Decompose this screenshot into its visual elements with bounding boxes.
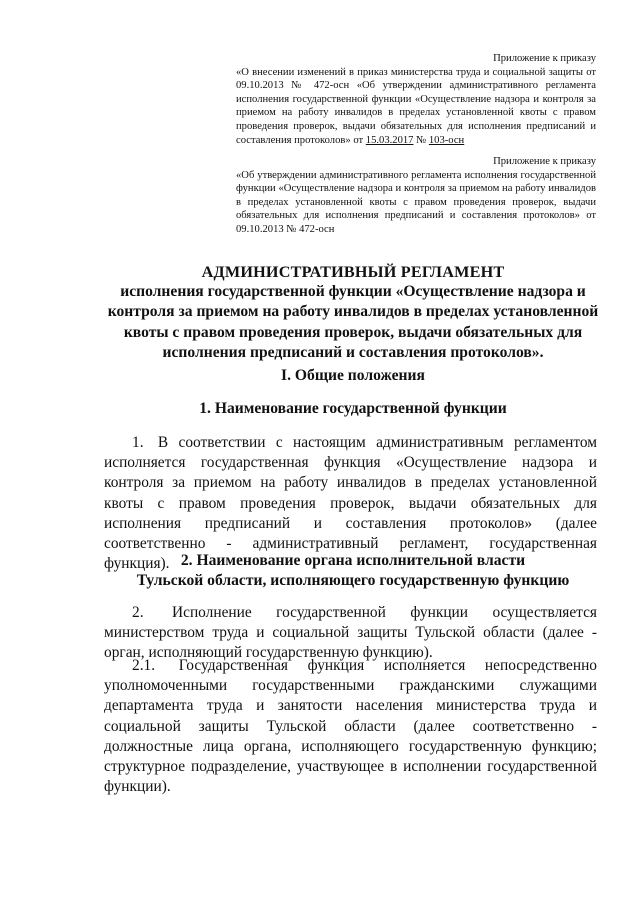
- paragraph-number: 2.: [132, 604, 144, 621]
- appendix-text: «Об утверждении административного регламента исполнения государственной функции «Осуществление надзора и контроля за приемом на работу инвалидов в пределах установленной квоты с правом проведения проверок, выдачи обязательных для исполнения предписаний и составления протоколов» от 09.10.2013 № 472-осн: [236, 169, 596, 235]
- appendix-text: [236, 66, 596, 148]
- appendix-header: Приложение к приказу: [493, 156, 596, 167]
- title-main: АДМИНИСТРАТИВНЫЙ РЕГЛАМЕНТ: [201, 263, 505, 281]
- paragraph-text: Государственная функция исполняется непосредственно уполномоченными государственными гражданскими служащими департамента труда и занятости населения министерства труда и социальной защиты Тульской области (далее соответственно - должностные лица органа, исполняющего государственную функцию; структурное подразделение, участвующее в исполнении государственной функции).: [104, 657, 597, 796]
- paragraph-number: 2.1.: [132, 657, 156, 674]
- heading-line-1: 2. Наименование органа исполнительной власти: [180, 552, 526, 569]
- section-heading-function-name: 1. Наименование государственной функции: [199, 400, 507, 417]
- section-heading-general: I. Общие положения: [281, 367, 425, 384]
- paragraph-number: 1.: [132, 434, 144, 451]
- paragraph-text: В соответствии с настоящим административным регламентом исполняется государственная функция «Осуществление надзора и контроля за приемом на работу инвалидов в пределах установленной квоты с правом проведения проверок, выдачи обязательных для исполнения предписаний и составления протоколов» (далее соответственно - административный регламент, государственная функция).: [104, 434, 597, 573]
- document-title: [96, 262, 610, 363]
- appendix-text-body: «О внесении изменений в приказ министерства труда и социальной защиты от 09.10.2013 № 472-осн «Об утверждении административного регламента исполнения государственной функции «Осуществление надзора и контроля за приемом на работу инвалидов в пределах установленной квоты с правом проведения проверок, выдачи обязательных для исполнения предписаний и составления протоколов» от: [236, 66, 596, 146]
- title-subtitle: исполнения государственной функции «Осуществление надзора и контроля за приемом на работу инвалидов в пределах установленной квоты с правом проведения проверок, выдачи обязательных для исполнения предписаний и составления протоколов».: [107, 283, 599, 361]
- order-number-prefix: №: [413, 134, 429, 146]
- order-number: 103-осн: [428, 134, 465, 146]
- appendix-note-amendment: [236, 52, 596, 147]
- section-heading-executive-organ: [96, 551, 610, 592]
- paragraph-2-1: [104, 656, 597, 797]
- order-date: 15.03.2017: [365, 134, 414, 146]
- appendix-note-approval: [236, 155, 596, 237]
- heading-line-2: Тульской области, исполняющего государственную функцию: [136, 572, 570, 590]
- appendix-header: Приложение к приказу: [493, 53, 596, 64]
- paragraph-text: Исполнение государственной функции осуществляется министерством труда и социальной защиты Тульской области (далее - орган, исполняющий государственную функцию).: [104, 604, 597, 662]
- paragraph-2: [104, 603, 597, 664]
